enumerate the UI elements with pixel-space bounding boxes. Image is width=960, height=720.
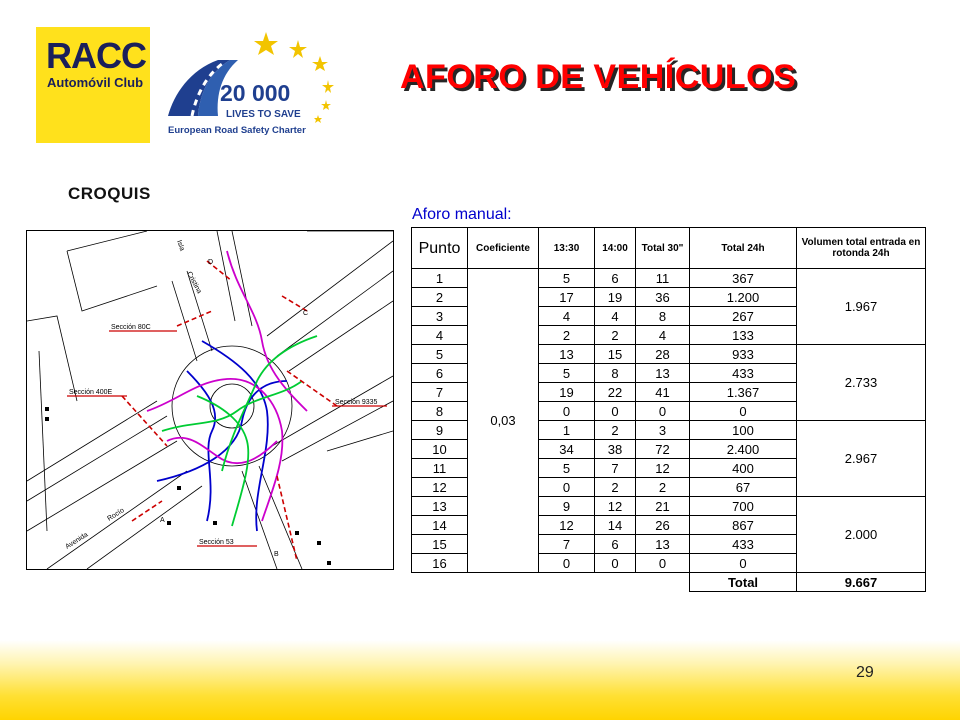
header-coeficiente: Coeficiente <box>468 228 539 269</box>
total-label: Total <box>690 573 797 592</box>
punto-cell: 14 <box>412 516 468 535</box>
header-1330: 13:30 <box>539 228 595 269</box>
count-1400-cell: 15 <box>595 345 636 364</box>
seccion-right-label: Sección 9335 <box>335 399 378 406</box>
footer-gradient-band <box>0 640 960 720</box>
section-label: CROQUIS <box>68 184 151 203</box>
total-30-cell: 21 <box>636 497 690 516</box>
punto-cell: 2 <box>412 288 468 307</box>
total-24h-cell: 1.200 <box>690 288 797 307</box>
count-1330-cell: 0 <box>539 554 595 573</box>
total-24h-cell: 67 <box>690 478 797 497</box>
total-30-cell: 36 <box>636 288 690 307</box>
total-30-cell: 3 <box>636 421 690 440</box>
total-30-cell: 4 <box>636 326 690 345</box>
total-30-cell: 41 <box>636 383 690 402</box>
total-value: 9.667 <box>797 573 926 592</box>
count-1400-cell: 12 <box>595 497 636 516</box>
count-1400-cell: 38 <box>595 440 636 459</box>
total-24h-cell: 367 <box>690 269 797 288</box>
total-24h-cell: 133 <box>690 326 797 345</box>
total-24h-cell: 433 <box>690 535 797 554</box>
count-1330-cell: 12 <box>539 516 595 535</box>
seccion-bottom-label: Sección 53 <box>199 539 234 546</box>
total-24h-cell: 433 <box>690 364 797 383</box>
total-24h-cell: 1.367 <box>690 383 797 402</box>
total-24h-cell: 0 <box>690 554 797 573</box>
total-row-spacer <box>412 573 690 592</box>
count-1400-cell: 2 <box>595 478 636 497</box>
count-1400-cell: 22 <box>595 383 636 402</box>
charter-number: 20 000 <box>220 80 291 106</box>
count-1330-cell: 5 <box>539 269 595 288</box>
total-30-cell: 0 <box>636 554 690 573</box>
punto-cell: 8 <box>412 402 468 421</box>
count-1330-cell: 13 <box>539 345 595 364</box>
road-safety-charter-logo <box>160 30 350 142</box>
count-1330-cell: 34 <box>539 440 595 459</box>
volumen-group-cell: 2.000 <box>797 497 926 573</box>
punto-cell: 6 <box>412 364 468 383</box>
volumen-group-cell: 2.733 <box>797 345 926 421</box>
street-label-avenida: Avenida <box>64 531 90 551</box>
total-30-cell: 11 <box>636 269 690 288</box>
table-row <box>412 269 926 288</box>
punto-cell: 12 <box>412 478 468 497</box>
street-label-cristina: Cristina <box>185 270 203 295</box>
count-1330-cell: 5 <box>539 459 595 478</box>
total-30-cell: 0 <box>636 402 690 421</box>
punto-cell: 9 <box>412 421 468 440</box>
seccion-upper-label: Sección 80C <box>111 324 151 331</box>
header-volumen-total: Volumen total entrada en rotonda 24h <box>797 228 926 269</box>
punto-cell: 11 <box>412 459 468 478</box>
count-1400-cell: 0 <box>595 402 636 421</box>
count-1330-cell: 4 <box>539 307 595 326</box>
count-1330-cell: 0 <box>539 478 595 497</box>
total-24h-cell: 933 <box>690 345 797 364</box>
coeficiente-cell: 0,03 <box>468 269 539 573</box>
punto-cell: 15 <box>412 535 468 554</box>
count-1400-cell: 8 <box>595 364 636 383</box>
street-label-rocio: Rocío <box>106 507 126 523</box>
total-30-cell: 13 <box>636 535 690 554</box>
punto-cell: 4 <box>412 326 468 345</box>
count-1400-cell: 2 <box>595 326 636 345</box>
table-caption: Aforo manual: <box>412 206 512 223</box>
racc-logo-name: RACC <box>46 35 146 76</box>
total-24h-cell: 700 <box>690 497 797 516</box>
charter-caption: European Road Safety Charter <box>168 125 306 136</box>
count-1330-cell: 0 <box>539 402 595 421</box>
count-1400-cell: 4 <box>595 307 636 326</box>
street-label-isla: Isla <box>175 239 186 252</box>
total-24h-cell: 100 <box>690 421 797 440</box>
volumen-group-cell: 2.967 <box>797 421 926 497</box>
total-24h-cell: 400 <box>690 459 797 478</box>
total-24h-cell: 2.400 <box>690 440 797 459</box>
count-1400-cell: 7 <box>595 459 636 478</box>
count-1330-cell: 17 <box>539 288 595 307</box>
marker-d: D <box>208 259 214 266</box>
marker-c: C <box>303 310 309 317</box>
charter-tagline: LIVES TO SAVE <box>226 109 301 120</box>
total-24h-cell: 867 <box>690 516 797 535</box>
page-title: AFORO DE VEHÍCULOS <box>400 58 797 96</box>
punto-cell: 10 <box>412 440 468 459</box>
total-row <box>412 573 926 592</box>
punto-cell: 1 <box>412 269 468 288</box>
total-24h-cell: 267 <box>690 307 797 326</box>
count-1400-cell: 14 <box>595 516 636 535</box>
count-1400-cell: 2 <box>595 421 636 440</box>
count-1330-cell: 1 <box>539 421 595 440</box>
count-1330-cell: 9 <box>539 497 595 516</box>
racc-logo <box>36 27 150 143</box>
punto-cell: 13 <box>412 497 468 516</box>
total-30-cell: 13 <box>636 364 690 383</box>
header-punto: Punto <box>412 228 468 269</box>
traffic-count-table <box>411 227 926 592</box>
seccion-left-label: Sección 400E <box>69 389 113 396</box>
punto-cell: 5 <box>412 345 468 364</box>
racc-logo-subtitle: Automóvil Club <box>47 75 144 90</box>
header-1400: 14:00 <box>595 228 636 269</box>
count-1330-cell: 5 <box>539 364 595 383</box>
total-30-cell: 2 <box>636 478 690 497</box>
header-total-24h: Total 24h <box>690 228 797 269</box>
total-30-cell: 26 <box>636 516 690 535</box>
total-30-cell: 72 <box>636 440 690 459</box>
count-1400-cell: 19 <box>595 288 636 307</box>
count-1330-cell: 2 <box>539 326 595 345</box>
count-1330-cell: 7 <box>539 535 595 554</box>
total-30-cell: 28 <box>636 345 690 364</box>
total-30-cell: 8 <box>636 307 690 326</box>
marker-b: B <box>274 551 279 558</box>
roundabout-sketch <box>26 230 394 570</box>
count-1400-cell: 6 <box>595 535 636 554</box>
marker-a: A <box>160 517 165 524</box>
punto-cell: 3 <box>412 307 468 326</box>
header-total-30: Total 30" <box>636 228 690 269</box>
roundabout-drawing <box>27 231 393 569</box>
punto-cell: 7 <box>412 383 468 402</box>
total-30-cell: 12 <box>636 459 690 478</box>
count-1400-cell: 6 <box>595 269 636 288</box>
count-1330-cell: 19 <box>539 383 595 402</box>
page-number: 29 <box>856 664 874 681</box>
total-24h-cell: 0 <box>690 402 797 421</box>
count-1400-cell: 0 <box>595 554 636 573</box>
punto-cell: 16 <box>412 554 468 573</box>
volumen-group-cell: 1.967 <box>797 269 926 345</box>
